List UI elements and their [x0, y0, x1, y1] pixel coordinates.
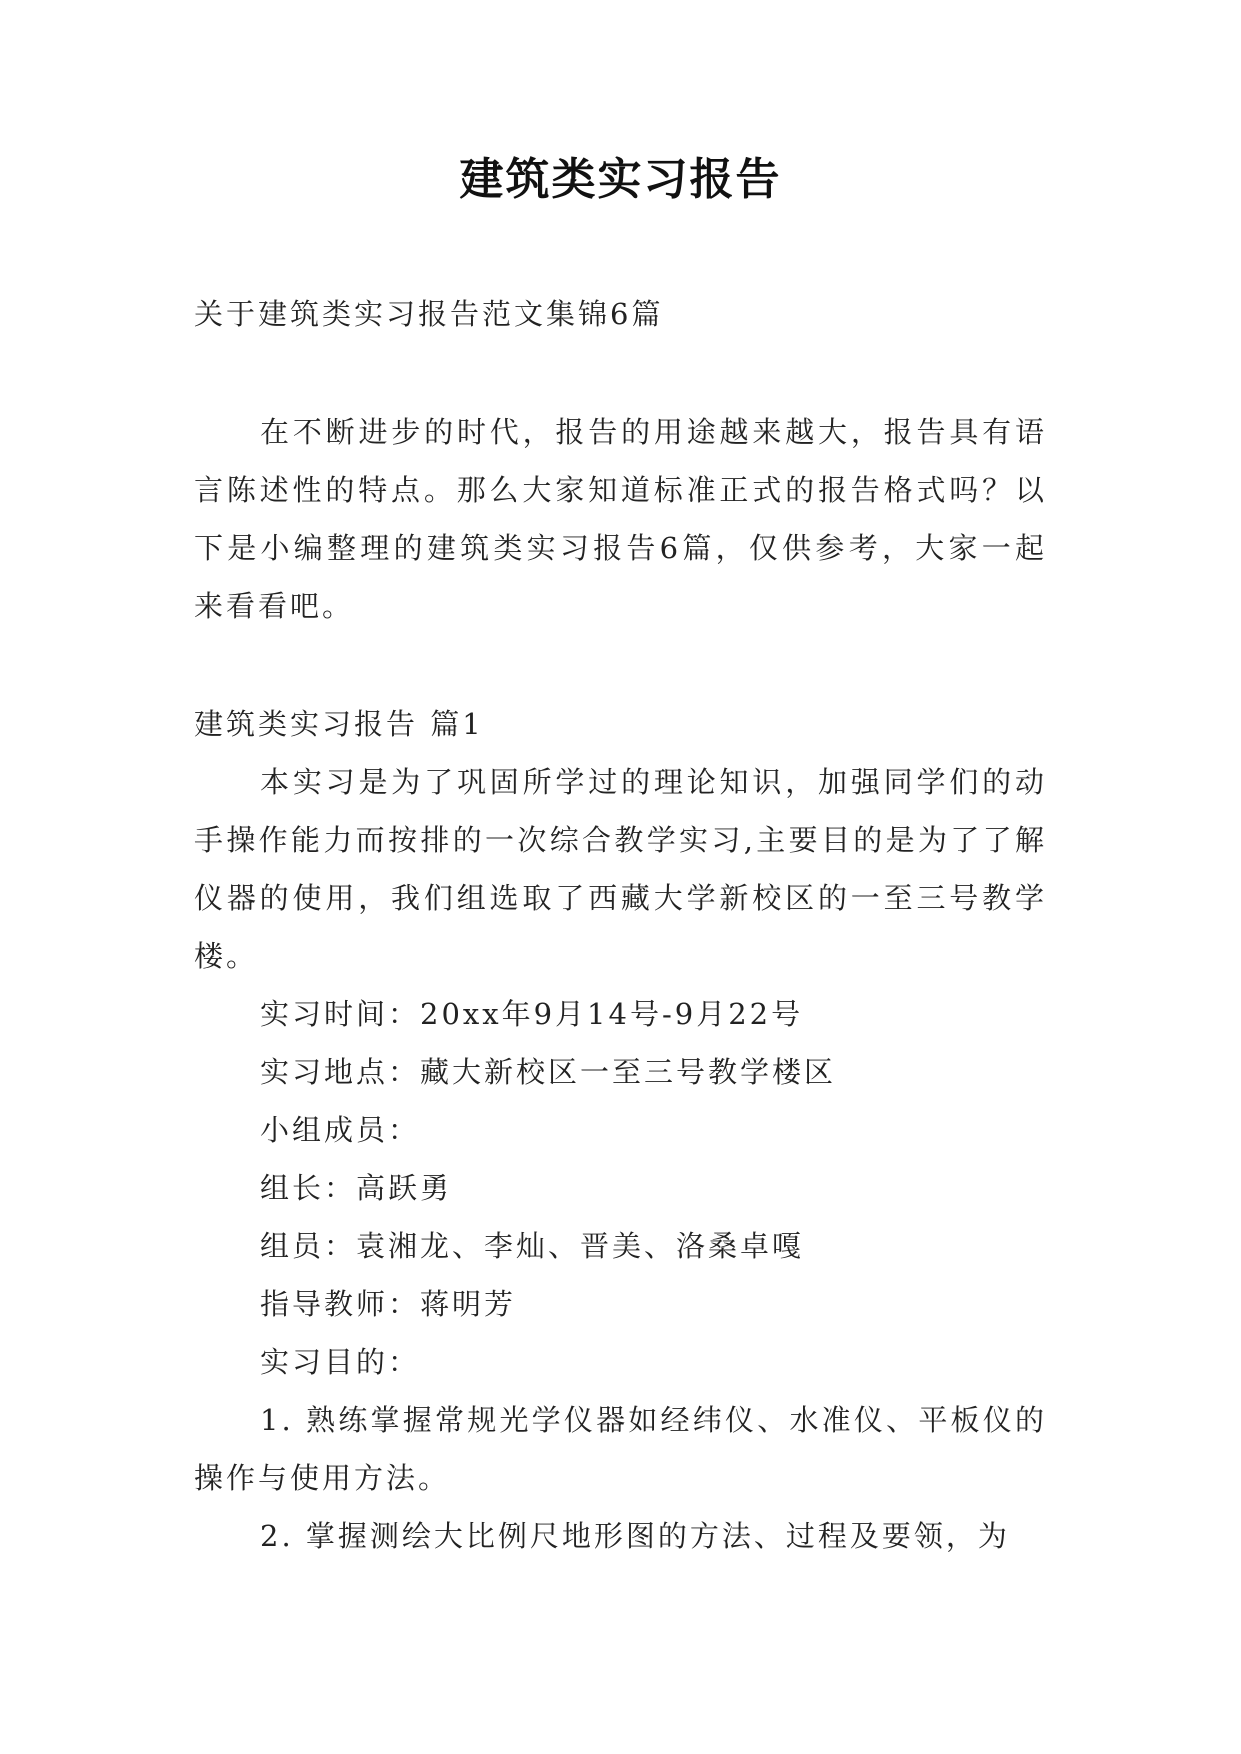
document-title: 建筑类实习报告 [459, 154, 782, 205]
purpose-label: 实习目的： [260, 1345, 421, 1379]
internship-place: 实习地点：藏大新校区一至三号教学楼区 [260, 1055, 837, 1089]
group-members: 组员：袁湘龙、李灿、晋美、洛桑卓嘎 [260, 1229, 805, 1263]
instructor: 指导教师：蒋明芳 [260, 1287, 517, 1321]
document-body [194, 285, 1047, 1565]
internship-time: 实习时间：20xx年9月14号-9月22号 [260, 997, 804, 1031]
purpose-item-1: 1. 熟练掌握常规光学仪器如经纬仪、水准仪、平板仪的操作与使用方法。 [194, 1403, 1047, 1495]
group-leader: 组长：高跃勇 [260, 1171, 453, 1205]
document-subtitle: 关于建筑类实习报告范文集锦6篇 [194, 297, 664, 331]
purpose-item-2: 2. 掌握测绘大比例尺地形图的方法、过程及要领，为 [260, 1519, 1010, 1553]
group-members-label: 小组成员： [260, 1113, 421, 1147]
section-heading: 建筑类实习报告 篇1 [194, 707, 484, 741]
intro-paragraph: 在不断进步的时代，报告的用途越来越大，报告具有语言陈述性的特点。那么大家知道标准正式的报告格式吗？以下是小编整理的建筑类实习报告6篇，仅供参考，大家一起来看看吧。 [194, 415, 1047, 623]
section-paragraph: 本实习是为了巩固所学过的理论知识，加强同学们的动手操作能力而按排的一次综合教学实习,主要目的是为了了解仪器的使用，我们组选取了西藏大学新校区的一至三号教学楼。 [194, 765, 1047, 973]
